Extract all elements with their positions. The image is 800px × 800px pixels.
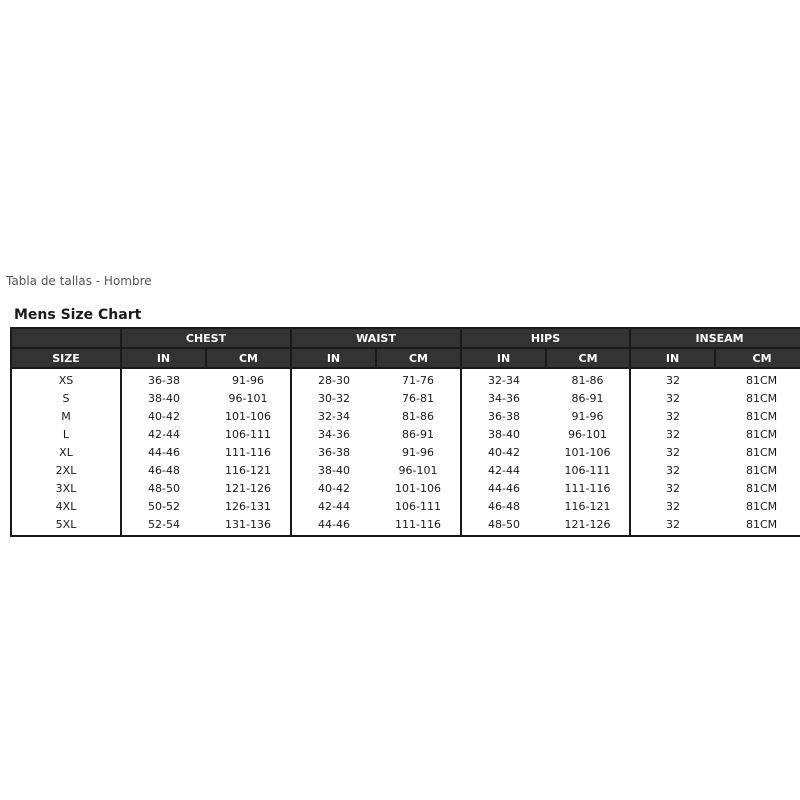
blank-header-cell xyxy=(11,328,121,348)
size-cell: S xyxy=(11,389,121,407)
unit-header-cm: CM xyxy=(715,348,800,368)
size-cell: 2XL xyxy=(11,461,121,479)
size-cell: L xyxy=(11,425,121,443)
unit-header-row xyxy=(11,348,800,368)
chest-in-cell: 38-40 xyxy=(148,391,180,405)
hips-cm-cell: 86-91 xyxy=(546,389,630,407)
inseam-in-cell: 32 xyxy=(666,445,681,459)
inseam-in-cell: 32 xyxy=(666,391,681,405)
hips-cm-cell: 96-101 xyxy=(546,425,630,443)
hips-cm-cell: 116-121 xyxy=(546,497,630,515)
hips-cm-cell: 106-111 xyxy=(546,461,630,479)
waist-in-cell: 40-42 xyxy=(318,481,350,495)
hips-in-cell: 44-46 xyxy=(488,481,520,495)
waist-cm-cell: 71-76 xyxy=(376,368,461,389)
table-row xyxy=(11,389,800,407)
inseam-cm-cell: 81CM xyxy=(715,425,800,443)
waist-cm-cell: 106-111 xyxy=(376,497,461,515)
hips-in-cell: 38-40 xyxy=(488,427,520,441)
chest-cm-cell: 96-101 xyxy=(206,389,291,407)
inseam-cm-cell: 81CM xyxy=(715,368,800,389)
hips-in-cell: 32-34 xyxy=(488,373,520,387)
hips-in-cell: 48-50 xyxy=(461,515,546,536)
inseam-cm-cell: 81CM xyxy=(715,515,800,536)
waist-cm-cell: 91-96 xyxy=(376,443,461,461)
chest-in-cell: 46-48 xyxy=(148,463,180,477)
hips-cm-cell: 81-86 xyxy=(546,368,630,389)
chest-in-cell: 48-50 xyxy=(148,481,180,495)
chest-cm-cell: 106-111 xyxy=(206,425,291,443)
unit-header-in: IN xyxy=(461,348,546,368)
caption-text: Tabla de tallas - Hombre xyxy=(6,274,152,288)
inseam-in-cell: 32 xyxy=(630,515,715,536)
unit-header-in: IN xyxy=(291,348,376,368)
group-header-waist: WAIST xyxy=(291,328,461,348)
waist-cm-cell: 81-86 xyxy=(376,407,461,425)
hips-in-cell: 34-36 xyxy=(488,391,520,405)
inseam-in-cell: 32 xyxy=(666,409,681,423)
size-cell: M xyxy=(11,407,121,425)
hips-cm-cell: 101-106 xyxy=(546,443,630,461)
waist-in-cell: 38-40 xyxy=(318,463,350,477)
table-row xyxy=(11,368,800,389)
group-header-inseam: INSEAM xyxy=(630,328,800,348)
hips-cm-cell: 111-116 xyxy=(546,479,630,497)
hips-in-cell: 40-42 xyxy=(488,445,520,459)
inseam-in-cell: 32 xyxy=(666,427,681,441)
chest-in-cell: 42-44 xyxy=(148,427,180,441)
unit-header-cm: CM xyxy=(206,348,291,368)
waist-in-cell: 34-36 xyxy=(318,427,350,441)
chest-cm-cell: 111-116 xyxy=(206,443,291,461)
hips-in-cell: 36-38 xyxy=(488,409,520,423)
waist-cm-cell: 86-91 xyxy=(376,425,461,443)
inseam-cm-cell: 81CM xyxy=(715,443,800,461)
table-row xyxy=(11,407,800,425)
chest-cm-cell: 91-96 xyxy=(206,368,291,389)
chest-in-cell: 50-52 xyxy=(148,499,180,513)
hips-cm-cell: 121-126 xyxy=(546,515,630,536)
table-row xyxy=(11,461,800,479)
chest-in-cell: 52-54 xyxy=(121,515,206,536)
waist-in-cell: 44-46 xyxy=(291,515,376,536)
table-row xyxy=(11,443,800,461)
inseam-cm-cell: 81CM xyxy=(715,389,800,407)
waist-cm-cell: 101-106 xyxy=(376,479,461,497)
chest-in-cell: 44-46 xyxy=(148,445,180,459)
chest-cm-cell: 116-121 xyxy=(206,461,291,479)
hips-cm-cell: 91-96 xyxy=(546,407,630,425)
inseam-in-cell: 32 xyxy=(666,463,681,477)
table-row xyxy=(11,479,800,497)
waist-cm-cell: 111-116 xyxy=(376,515,461,536)
unit-header-cm: CM xyxy=(376,348,461,368)
waist-in-cell: 36-38 xyxy=(318,445,350,459)
inseam-cm-cell: 81CM xyxy=(715,461,800,479)
size-cell: XS xyxy=(11,368,121,389)
inseam-cm-cell: 81CM xyxy=(715,497,800,515)
waist-in-cell: 42-44 xyxy=(318,499,350,513)
size-table-body xyxy=(11,368,800,536)
table-row xyxy=(11,515,800,536)
chart-title: Mens Size Chart xyxy=(14,307,142,323)
waist-cm-cell: 96-101 xyxy=(376,461,461,479)
size-cell: XL xyxy=(11,443,121,461)
group-header-row xyxy=(11,328,800,348)
unit-header-in: IN xyxy=(121,348,206,368)
chest-in-cell: 40-42 xyxy=(148,409,180,423)
size-cell: 4XL xyxy=(11,497,121,515)
size-chart-table xyxy=(10,327,800,537)
hips-in-cell: 42-44 xyxy=(488,463,520,477)
chest-cm-cell: 126-131 xyxy=(206,497,291,515)
chest-cm-cell: 131-136 xyxy=(206,515,291,536)
size-header: SIZE xyxy=(11,348,121,368)
group-header-chest: CHEST xyxy=(121,328,291,348)
size-cell: 3XL xyxy=(11,479,121,497)
inseam-cm-cell: 81CM xyxy=(715,479,800,497)
chest-cm-cell: 121-126 xyxy=(206,479,291,497)
unit-header-in: IN xyxy=(630,348,715,368)
table-row xyxy=(11,425,800,443)
unit-header-cm: CM xyxy=(546,348,630,368)
size-cell: 5XL xyxy=(11,515,121,536)
waist-in-cell: 28-30 xyxy=(318,373,350,387)
inseam-in-cell: 32 xyxy=(666,481,681,495)
waist-cm-cell: 76-81 xyxy=(376,389,461,407)
chest-cm-cell: 101-106 xyxy=(206,407,291,425)
group-header-hips: HIPS xyxy=(461,328,630,348)
inseam-cm-cell: 81CM xyxy=(715,407,800,425)
hips-in-cell: 46-48 xyxy=(488,499,520,513)
chest-in-cell: 36-38 xyxy=(148,373,180,387)
inseam-in-cell: 32 xyxy=(666,499,681,513)
waist-in-cell: 30-32 xyxy=(318,391,350,405)
waist-in-cell: 32-34 xyxy=(318,409,350,423)
inseam-in-cell: 32 xyxy=(666,373,681,387)
table-row xyxy=(11,497,800,515)
